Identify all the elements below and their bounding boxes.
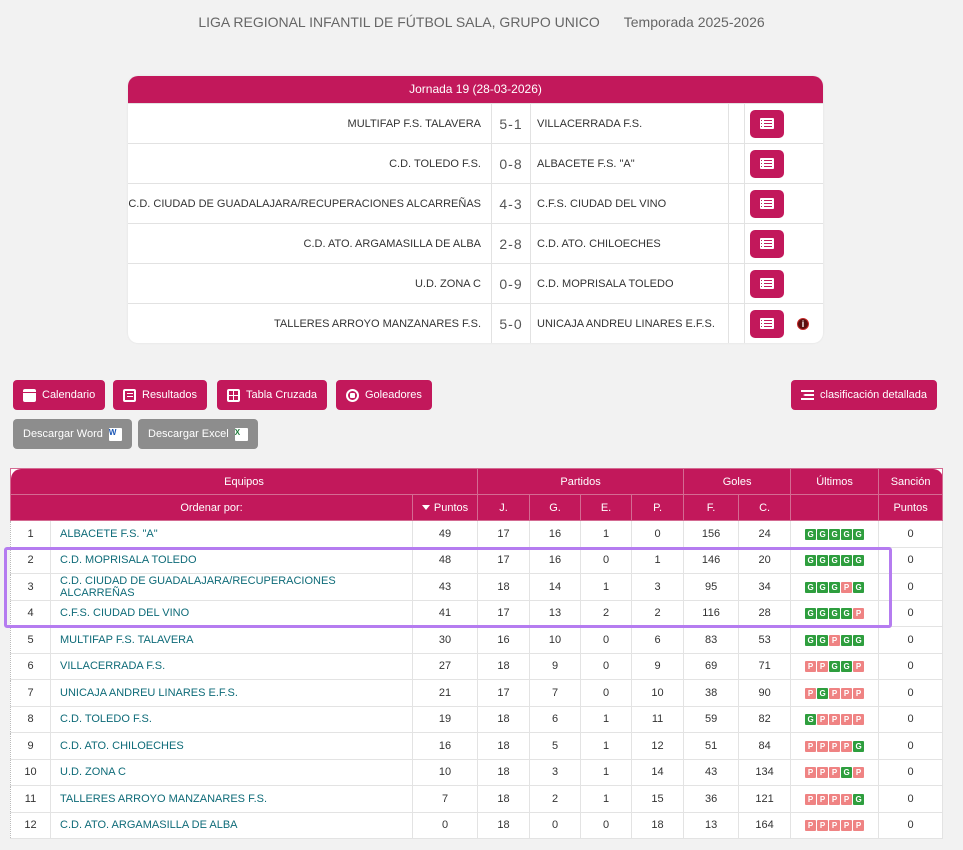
match-row: [128, 263, 823, 303]
position-cell: 9: [11, 733, 51, 760]
match-spacer: [729, 104, 745, 143]
team-link[interactable]: C.D. CIUDAD DE GUADALAJARA/RECUPERACIONES ALCARREÑAS: [51, 574, 413, 601]
played-cell: 18: [478, 706, 530, 733]
goals-for-cell: 69: [684, 653, 739, 680]
points-cell: 43: [413, 574, 478, 601]
descargar-excel-label: Descargar Excel: [148, 428, 229, 440]
loss-badge: P: [841, 688, 852, 699]
puntos-label: Puntos: [433, 501, 469, 514]
last-results-cell: [791, 653, 879, 680]
goals-for-cell: 156: [684, 521, 739, 548]
ultimos-subheader: [791, 495, 879, 521]
goals-against-cell: 34: [739, 574, 791, 601]
win-badge: G: [805, 714, 816, 725]
goals-against-cell: 53: [739, 627, 791, 654]
document-list-icon: [760, 278, 774, 289]
win-badge: G: [817, 555, 828, 566]
sanction-cell: 0: [879, 733, 943, 760]
played-cell: 17: [478, 680, 530, 707]
loss-badge: P: [817, 661, 828, 672]
match-score: 4-3: [492, 184, 531, 223]
detail-list-icon: [801, 389, 814, 402]
sanction-cell: 0: [879, 680, 943, 707]
standings-row: [11, 786, 943, 813]
win-badge: G: [853, 635, 864, 646]
goals-for-cell: 38: [684, 680, 739, 707]
lost-cell: 9: [632, 653, 684, 680]
lost-cell: 18: [632, 812, 684, 839]
soccer-ball-icon: [346, 389, 359, 402]
lost-cell: 15: [632, 786, 684, 813]
last-results-cell: [791, 680, 879, 707]
loss-badge: P: [829, 741, 840, 752]
standings-row: [11, 547, 943, 574]
won-cell: 6: [530, 706, 581, 733]
match-row: [128, 303, 823, 343]
goleadores-label: Goleadores: [365, 389, 422, 401]
loss-badge: P: [853, 820, 864, 831]
win-badge: G: [853, 555, 864, 566]
points-cell: 16: [413, 733, 478, 760]
jornada-title: Jornada 19 (28-03-2026): [128, 76, 823, 103]
equipos-header: Equipos: [11, 469, 478, 495]
win-badge: G: [829, 608, 840, 619]
last-results-cell: [791, 812, 879, 839]
standings-row: [11, 653, 943, 680]
last-results-cell: [791, 733, 879, 760]
header-group-row: [11, 469, 943, 495]
win-badge: G: [829, 582, 840, 593]
win-badge: G: [829, 555, 840, 566]
played-cell: 18: [478, 653, 530, 680]
goleadores-button[interactable]: [336, 380, 432, 410]
standings-row: [11, 574, 943, 601]
sanction-cell: 0: [879, 812, 943, 839]
win-badge: G: [841, 661, 852, 672]
team-link[interactable]: ALBACETE F.S. "A": [51, 521, 413, 548]
position-cell: 3: [11, 574, 51, 601]
match-actions: [745, 224, 823, 263]
match-away-team: ALBACETE F.S. "A": [531, 144, 729, 183]
match-score: 0-8: [492, 144, 531, 183]
match-away-team: UNICAJA ANDREU LINARES E.F.S.: [531, 304, 729, 343]
win-badge: G: [805, 635, 816, 646]
played-cell: 17: [478, 521, 530, 548]
team-link[interactable]: C.D. ATO. ARGAMASILLA DE ALBA: [51, 812, 413, 839]
sort-g-header[interactable]: G.: [530, 495, 581, 521]
goals-against-cell: 24: [739, 521, 791, 548]
lost-cell: 0: [632, 521, 684, 548]
last-results-cell: [791, 786, 879, 813]
points-cell: 27: [413, 653, 478, 680]
team-link[interactable]: C.D. TOLEDO F.S.: [51, 706, 413, 733]
points-cell: 7: [413, 786, 478, 813]
lost-cell: 12: [632, 733, 684, 760]
win-badge: G: [805, 582, 816, 593]
clasificacion-detallada-button[interactable]: [791, 380, 937, 410]
loss-badge: P: [841, 820, 852, 831]
standings-row: [11, 733, 943, 760]
match-score: 5-0: [492, 304, 531, 343]
sanction-cell: 0: [879, 706, 943, 733]
position-cell: 12: [11, 812, 51, 839]
drawn-cell: 0: [581, 547, 632, 574]
descargar-word-button[interactable]: [13, 419, 132, 449]
match-spacer: [729, 264, 745, 303]
drawn-cell: 0: [581, 627, 632, 654]
match-row: [128, 223, 823, 263]
tabla-cruzada-label: Tabla Cruzada: [246, 389, 317, 401]
match-away-team: C.F.S. CIUDAD DEL VINO: [531, 184, 729, 223]
sanction-cell: 0: [879, 786, 943, 813]
goals-for-cell: 43: [684, 759, 739, 786]
drawn-cell: 1: [581, 574, 632, 601]
header-sort-row: [11, 495, 943, 521]
last-results-cell: [791, 547, 879, 574]
drawn-cell: 1: [581, 733, 632, 760]
match-spacer: [729, 224, 745, 263]
sort-c-header[interactable]: C.: [739, 495, 791, 521]
position-cell: 4: [11, 600, 51, 627]
sort-j-header[interactable]: J.: [478, 495, 530, 521]
season-label: Temporada 2025-2026: [623, 14, 765, 30]
last-results-cell: [791, 627, 879, 654]
win-badge: G: [853, 529, 864, 540]
sancion-header: Sanción: [879, 469, 943, 495]
loss-badge: P: [853, 767, 864, 778]
lost-cell: 10: [632, 680, 684, 707]
loss-badge: P: [817, 714, 828, 725]
match-row: [128, 183, 823, 223]
position-cell: 5: [11, 627, 51, 654]
match-actions: [745, 104, 823, 143]
loss-badge: P: [829, 688, 840, 699]
clasificacion-label: clasificación detallada: [820, 389, 928, 401]
played-cell: 17: [478, 547, 530, 574]
sort-f-header[interactable]: F.: [684, 495, 739, 521]
match-actions: [745, 144, 823, 183]
loss-badge: P: [853, 608, 864, 619]
team-link[interactable]: C.F.S. CIUDAD DEL VINO: [51, 600, 413, 627]
match-actions: [745, 184, 823, 223]
win-badge: G: [853, 582, 864, 593]
last-results-cell: [791, 574, 879, 601]
goals-against-cell: 164: [739, 812, 791, 839]
win-badge: G: [829, 529, 840, 540]
loss-badge: P: [805, 794, 816, 805]
ordenar-header: Ordenar por:: [11, 495, 413, 521]
team-link[interactable]: UNICAJA ANDREU LINARES E.F.S.: [51, 680, 413, 707]
loss-badge: P: [805, 741, 816, 752]
points-cell: 21: [413, 680, 478, 707]
win-badge: G: [817, 529, 828, 540]
team-link[interactable]: U.D. ZONA C: [51, 759, 413, 786]
loss-badge: P: [817, 794, 828, 805]
goals-against-cell: 20: [739, 547, 791, 574]
played-cell: 16: [478, 627, 530, 654]
last-results-cell: [791, 759, 879, 786]
goals-against-cell: 90: [739, 680, 791, 707]
loss-badge: P: [829, 767, 840, 778]
match-home-team: TALLERES ARROYO MANZANARES F.S.: [128, 304, 492, 343]
tabla-cruzada-button[interactable]: [217, 380, 327, 410]
drawn-cell: 1: [581, 521, 632, 548]
sanction-cell: 0: [879, 547, 943, 574]
match-away-team: C.D. ATO. CHILOECHES: [531, 224, 729, 263]
points-cell: 48: [413, 547, 478, 574]
standings-row: [11, 600, 943, 627]
points-cell: 0: [413, 812, 478, 839]
partidos-header: Partidos: [478, 469, 684, 495]
calendario-button[interactable]: [13, 380, 105, 410]
standings-row: [11, 521, 943, 548]
match-report-button[interactable]: [750, 270, 784, 298]
goals-against-cell: 82: [739, 706, 791, 733]
goles-header: Goles: [684, 469, 791, 495]
position-cell: 11: [11, 786, 51, 813]
lost-cell: 14: [632, 759, 684, 786]
win-badge: G: [805, 529, 816, 540]
match-home-team: C.D. CIUDAD DE GUADALAJARA/RECUPERACIONES ALCARREÑAS: [128, 184, 492, 223]
played-cell: 18: [478, 733, 530, 760]
match-spacer: [729, 184, 745, 223]
won-cell: 16: [530, 547, 581, 574]
played-cell: 17: [478, 600, 530, 627]
sanction-cell: 0: [879, 600, 943, 627]
match-report-button[interactable]: [750, 230, 784, 258]
resultados-label: Resultados: [142, 389, 198, 401]
lost-cell: 6: [632, 627, 684, 654]
match-home-team: C.D. ATO. ARGAMASILLA DE ALBA: [128, 224, 492, 263]
excel-file-icon: X: [235, 428, 248, 441]
list-icon: [123, 389, 136, 402]
played-cell: 18: [478, 759, 530, 786]
loss-badge: P: [829, 794, 840, 805]
descargar-excel-button[interactable]: [138, 419, 258, 449]
standings-table: [10, 468, 943, 839]
points-cell: 49: [413, 521, 478, 548]
match-spacer: [729, 304, 745, 343]
loss-badge: P: [805, 661, 816, 672]
points-cell: 10: [413, 759, 478, 786]
loss-badge: P: [853, 714, 864, 725]
drawn-cell: 0: [581, 680, 632, 707]
loss-badge: P: [805, 688, 816, 699]
league-title: LIGA REGIONAL INFANTIL DE FÚTBOL SALA, GRUPO UNICO: [198, 14, 600, 30]
sanction-cell: 0: [879, 759, 943, 786]
goals-for-cell: 36: [684, 786, 739, 813]
match-home-team: MULTIFAP F.S. TALAVERA: [128, 104, 492, 143]
document-list-icon: [760, 318, 774, 329]
match-score: 5-1: [492, 104, 531, 143]
last-results-cell: [791, 521, 879, 548]
won-cell: 9: [530, 653, 581, 680]
lost-cell: 11: [632, 706, 684, 733]
goals-for-cell: 51: [684, 733, 739, 760]
won-cell: 3: [530, 759, 581, 786]
win-badge: G: [817, 635, 828, 646]
match-home-team: U.D. ZONA C: [128, 264, 492, 303]
team-link[interactable]: TALLERES ARROYO MANZANARES F.S.: [51, 786, 413, 813]
descargar-word-label: Descargar Word: [23, 428, 103, 440]
position-cell: 6: [11, 653, 51, 680]
win-badge: G: [841, 529, 852, 540]
sort-e-header[interactable]: E.: [581, 495, 632, 521]
match-row: [128, 143, 823, 183]
position-cell: 1: [11, 521, 51, 548]
goals-for-cell: 116: [684, 600, 739, 627]
win-badge: G: [853, 794, 864, 805]
played-cell: 18: [478, 812, 530, 839]
match-report-button[interactable]: [750, 110, 784, 138]
loss-badge: P: [829, 820, 840, 831]
loss-badge: P: [841, 741, 852, 752]
standings-row: [11, 627, 943, 654]
info-icon[interactable]: i: [797, 318, 809, 330]
position-cell: 10: [11, 759, 51, 786]
standings-row: [11, 812, 943, 839]
win-badge: G: [817, 582, 828, 593]
points-cell: 30: [413, 627, 478, 654]
drawn-cell: 1: [581, 706, 632, 733]
loss-badge: P: [805, 767, 816, 778]
drawn-cell: 0: [581, 812, 632, 839]
win-badge: G: [853, 741, 864, 752]
won-cell: 16: [530, 521, 581, 548]
drawn-cell: 2: [581, 600, 632, 627]
won-cell: 7: [530, 680, 581, 707]
sanction-cell: 0: [879, 653, 943, 680]
won-cell: 10: [530, 627, 581, 654]
match-score: 0-9: [492, 264, 531, 303]
played-cell: 18: [478, 574, 530, 601]
goals-for-cell: 146: [684, 547, 739, 574]
won-cell: 14: [530, 574, 581, 601]
calendar-icon: [23, 389, 36, 402]
won-cell: 5: [530, 733, 581, 760]
win-badge: G: [841, 608, 852, 619]
document-list-icon: [760, 118, 774, 129]
match-actions: [745, 264, 823, 303]
sort-down-icon: [422, 505, 430, 510]
lost-cell: 1: [632, 547, 684, 574]
match-spacer: [729, 144, 745, 183]
lost-cell: 2: [632, 600, 684, 627]
last-results-cell: [791, 600, 879, 627]
team-link[interactable]: MULTIFAP F.S. TALAVERA: [51, 627, 413, 654]
team-link[interactable]: C.D. ATO. CHILOECHES: [51, 733, 413, 760]
played-cell: 18: [478, 786, 530, 813]
match-score: 2-8: [492, 224, 531, 263]
win-badge: G: [817, 688, 828, 699]
team-link[interactable]: VILLACERRADA F.S.: [51, 653, 413, 680]
standings-row: [11, 706, 943, 733]
win-badge: G: [841, 555, 852, 566]
match-away-team: C.D. MOPRISALA TOLEDO: [531, 264, 729, 303]
goals-against-cell: 71: [739, 653, 791, 680]
win-badge: G: [829, 661, 840, 672]
loss-badge: P: [829, 714, 840, 725]
sort-p-header[interactable]: P.: [632, 495, 684, 521]
win-badge: G: [841, 635, 852, 646]
loss-badge: P: [817, 741, 828, 752]
goals-against-cell: 84: [739, 733, 791, 760]
goals-against-cell: 121: [739, 786, 791, 813]
loss-badge: P: [829, 635, 840, 646]
loss-badge: P: [841, 714, 852, 725]
ultimos-header: Últimos: [791, 469, 879, 495]
calendario-label: Calendario: [42, 389, 96, 401]
loss-badge: P: [841, 582, 852, 593]
won-cell: 0: [530, 812, 581, 839]
goals-for-cell: 95: [684, 574, 739, 601]
sort-puntos-header[interactable]: [413, 495, 478, 521]
word-file-icon: W: [109, 428, 122, 441]
match-report-button[interactable]: [750, 310, 784, 338]
match-away-team: VILLACERRADA F.S.: [531, 104, 729, 143]
position-cell: 2: [11, 547, 51, 574]
table-icon: [227, 389, 240, 402]
points-cell: 41: [413, 600, 478, 627]
match-actions: [745, 304, 823, 343]
win-badge: G: [805, 555, 816, 566]
sanction-cell: 0: [879, 521, 943, 548]
goals-against-cell: 134: [739, 759, 791, 786]
position-cell: 8: [11, 706, 51, 733]
document-list-icon: [760, 198, 774, 209]
drawn-cell: 1: [581, 759, 632, 786]
sancion-puntos-header: Puntos: [879, 495, 943, 521]
loss-badge: P: [853, 688, 864, 699]
loss-badge: P: [841, 794, 852, 805]
drawn-cell: 1: [581, 786, 632, 813]
match-home-team: C.D. TOLEDO F.S.: [128, 144, 492, 183]
loss-badge: P: [805, 820, 816, 831]
won-cell: 2: [530, 786, 581, 813]
document-list-icon: [760, 238, 774, 249]
loss-badge: P: [817, 767, 828, 778]
goals-for-cell: 59: [684, 706, 739, 733]
last-results-cell: [791, 706, 879, 733]
resultados-button[interactable]: [113, 380, 207, 410]
goals-for-cell: 83: [684, 627, 739, 654]
team-link[interactable]: C.D. MOPRISALA TOLEDO: [51, 547, 413, 574]
win-badge: G: [817, 608, 828, 619]
goals-against-cell: 28: [739, 600, 791, 627]
points-cell: 19: [413, 706, 478, 733]
win-badge: G: [841, 767, 852, 778]
match-report-button[interactable]: [750, 150, 784, 178]
match-row: [128, 103, 823, 143]
loss-badge: P: [853, 661, 864, 672]
win-badge: G: [805, 608, 816, 619]
lost-cell: 3: [632, 574, 684, 601]
document-list-icon: [760, 158, 774, 169]
match-report-button[interactable]: [750, 190, 784, 218]
page-header: [0, 14, 963, 30]
standings-row: [11, 759, 943, 786]
sanction-cell: 0: [879, 627, 943, 654]
goals-for-cell: 13: [684, 812, 739, 839]
standings-row: [11, 680, 943, 707]
won-cell: 13: [530, 600, 581, 627]
loss-badge: P: [817, 820, 828, 831]
jornada-card: [128, 76, 823, 343]
sanction-cell: 0: [879, 574, 943, 601]
position-cell: 7: [11, 680, 51, 707]
drawn-cell: 0: [581, 653, 632, 680]
